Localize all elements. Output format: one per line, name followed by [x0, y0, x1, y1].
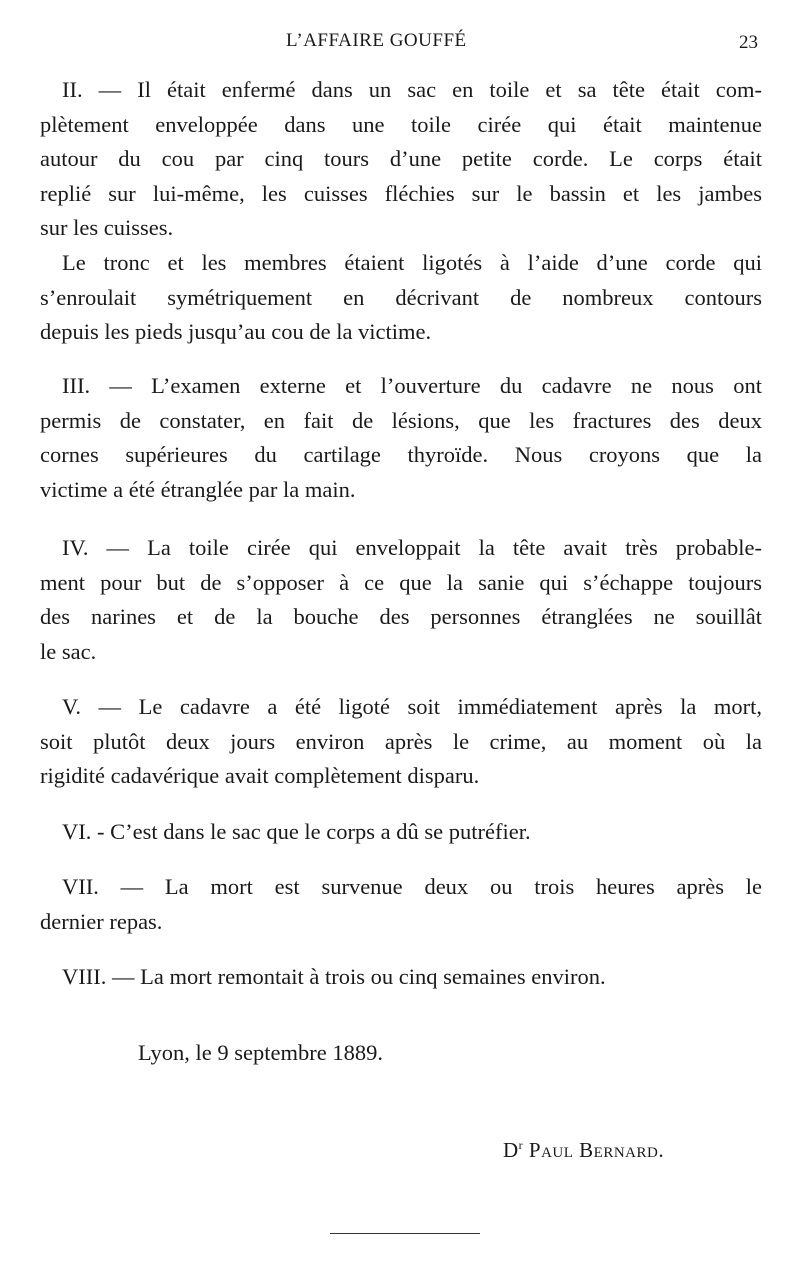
text-line: VII. — La mort est survenue deux ou trois heures après le	[62, 874, 762, 899]
text-line: des narines et de la bouche des personnes étranglées ne souillât	[40, 604, 762, 629]
text-line: Le tronc et les membres étaient ligotés à l’aide d’une corde qui	[62, 250, 762, 275]
text-line: replié sur lui-même, les cuisses fléchies sur le bassin et les jambes	[40, 180, 762, 206]
text-line: sur les cuisses.	[40, 215, 174, 240]
end-rule	[330, 1233, 480, 1234]
text-line: IV. — La toile cirée qui enveloppait la tête avait très probable-	[62, 535, 762, 560]
paragraph-III	[40, 369, 762, 507]
paragraph-IV	[40, 531, 762, 669]
signature-name: Paul Bernard.	[528, 1138, 665, 1162]
text-line: plètement enveloppée dans une toile cirée qui était maintenue	[40, 111, 762, 137]
text-line: III. — L’examen externe et l’ouverture du cadavre ne nous ont	[62, 373, 762, 398]
paragraph-V	[40, 690, 762, 794]
signature	[503, 1138, 664, 1163]
text-line: le sac.	[40, 638, 97, 664]
text-line: permis de constater, en fait de lésions, que les fractures des deux	[40, 407, 762, 433]
running-title: L’AFFAIRE GOUFFÉ	[286, 30, 467, 51]
page-number: 23	[739, 32, 758, 53]
page-header	[0, 30, 800, 56]
text-line: VIII. — La mort remontait à trois ou cinq semaines environ.	[62, 964, 606, 989]
date-line: Lyon, le 9 septembre 1889.	[138, 1040, 383, 1065]
paragraph-VII	[40, 870, 762, 939]
signature-prefix: $D^r$	[503, 1138, 524, 1162]
text-line: autour du cou par cinq tours d’une petite corde. Le corps était	[40, 146, 762, 171]
text-line: ment pour but de s’opposer à ce que la sanie qui s’échappe toujours	[40, 569, 762, 595]
text-line: dernier repas.	[40, 908, 163, 934]
text-line: s’enroulait symétriquement en décrivant de nombreux contours	[40, 284, 762, 310]
text-line: cornes supérieures du cartilage thyroïde. Nous croyons que la	[40, 442, 762, 467]
text-line: victime a été étranglée par la main.	[40, 476, 356, 502]
paragraph-VI	[40, 815, 762, 850]
text-line: II. — Il était enfermé dans un sac en toile et sa tête était com-	[62, 77, 762, 102]
paragraph-VIII	[40, 960, 762, 995]
text-line: rigidité cadavérique avait complètement disparu.	[40, 763, 480, 788]
paragraph-II-continuation	[40, 246, 762, 350]
paragraph-II	[40, 73, 762, 246]
text-line: V. — Le cadavre a été ligoté soit immédiatement après la mort,	[62, 694, 762, 719]
text-line: soit plutôt deux jours environ après le crime, au moment où la	[40, 728, 762, 754]
text-line: VI. - C’est dans le sac que le corps a dû se putréfier.	[62, 819, 531, 844]
text-line: depuis les pieds jusqu’au cou de la victime.	[40, 319, 432, 344]
